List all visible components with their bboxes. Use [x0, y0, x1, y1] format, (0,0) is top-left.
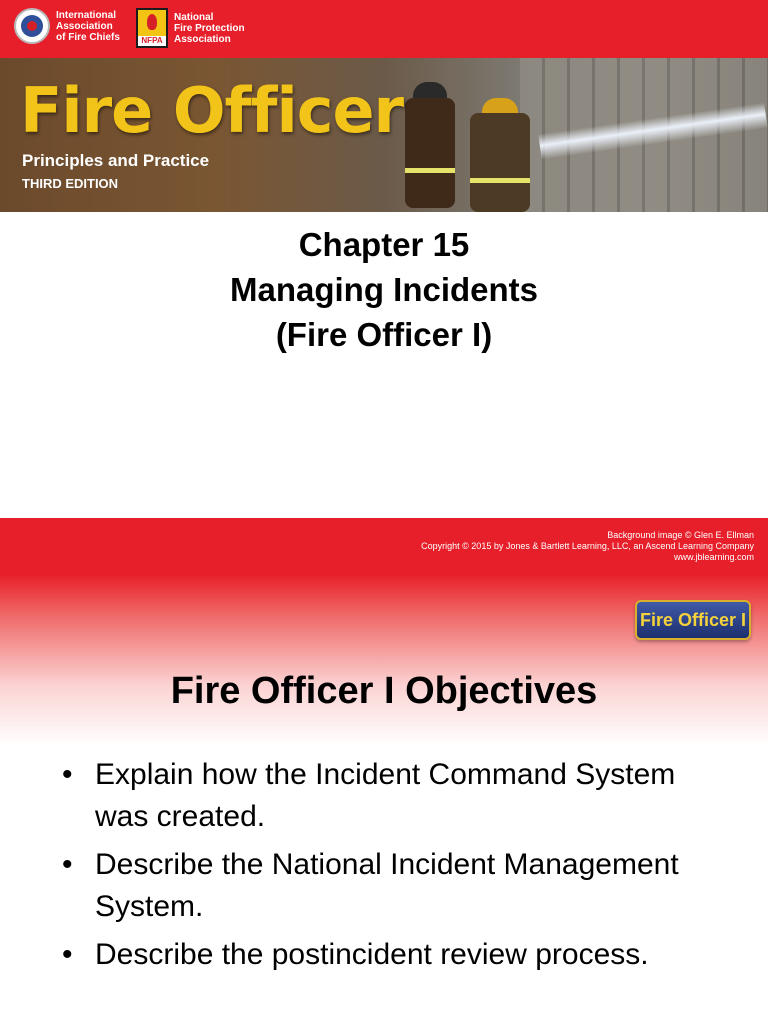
credits [421, 530, 754, 563]
iafc-name-line: Association [56, 20, 113, 32]
fire-officer-level-badge: Fire Officer I [635, 600, 751, 640]
list-item [62, 844, 722, 928]
top-red-bar [0, 0, 768, 58]
objective-text: Describe the National Incident Management System. [95, 848, 679, 923]
bullet-icon: • [62, 848, 73, 881]
credit-line: Copyright © 2015 by Jones & Bartlett Learning, LLC, an Ascend Learning Company [421, 541, 754, 551]
iafc-name [56, 10, 120, 43]
credit-line: Background image © Glen E. Ellman [607, 530, 754, 540]
list-item [62, 754, 722, 838]
chapter-title [0, 222, 768, 357]
reflective-stripe [470, 178, 530, 183]
bullet-icon: • [62, 758, 73, 791]
chapter-title-line: Chapter 15 [298, 226, 470, 263]
nfpa-name-line: Fire Protection [174, 22, 245, 34]
book-subtitle: Principles and Practice [22, 151, 210, 170]
reflective-stripe [405, 168, 455, 173]
nfpa-logo-icon [136, 8, 168, 48]
iafc-name-line: International [56, 9, 117, 21]
nfpa-logo [136, 8, 245, 48]
list-item [62, 934, 722, 976]
bottom-red-bar [0, 518, 768, 576]
nfpa-name [174, 12, 245, 45]
iafc-seal-icon [14, 8, 50, 44]
objective-text: Describe the postincident review process. [95, 938, 649, 971]
nfpa-name-line: National [174, 11, 214, 23]
flame-icon [147, 14, 157, 30]
chapter-title-line: Managing Incidents [229, 271, 539, 308]
iafc-name-line: of Fire Chiefs [56, 31, 120, 43]
credit-line: www.jblearning.com [673, 552, 754, 562]
objectives-list [62, 754, 722, 982]
book-title: Fire Officer [20, 74, 404, 147]
book-edition: THIRD EDITION [22, 176, 119, 191]
bullet-icon: • [62, 938, 73, 971]
firefighter-figure [405, 98, 455, 208]
iafc-logo [14, 8, 120, 44]
firefighter-figure [470, 113, 530, 212]
cover-banner [0, 58, 768, 212]
objectives-slide [0, 576, 768, 1024]
objective-text: Explain how the Incident Command System was created. [95, 758, 676, 833]
chapter-title-line: (Fire Officer I) [275, 316, 493, 353]
nfpa-badge-text: NFPA [138, 36, 166, 46]
nfpa-name-line: Association [174, 33, 231, 45]
objectives-title: Fire Officer I Objectives [170, 670, 598, 712]
